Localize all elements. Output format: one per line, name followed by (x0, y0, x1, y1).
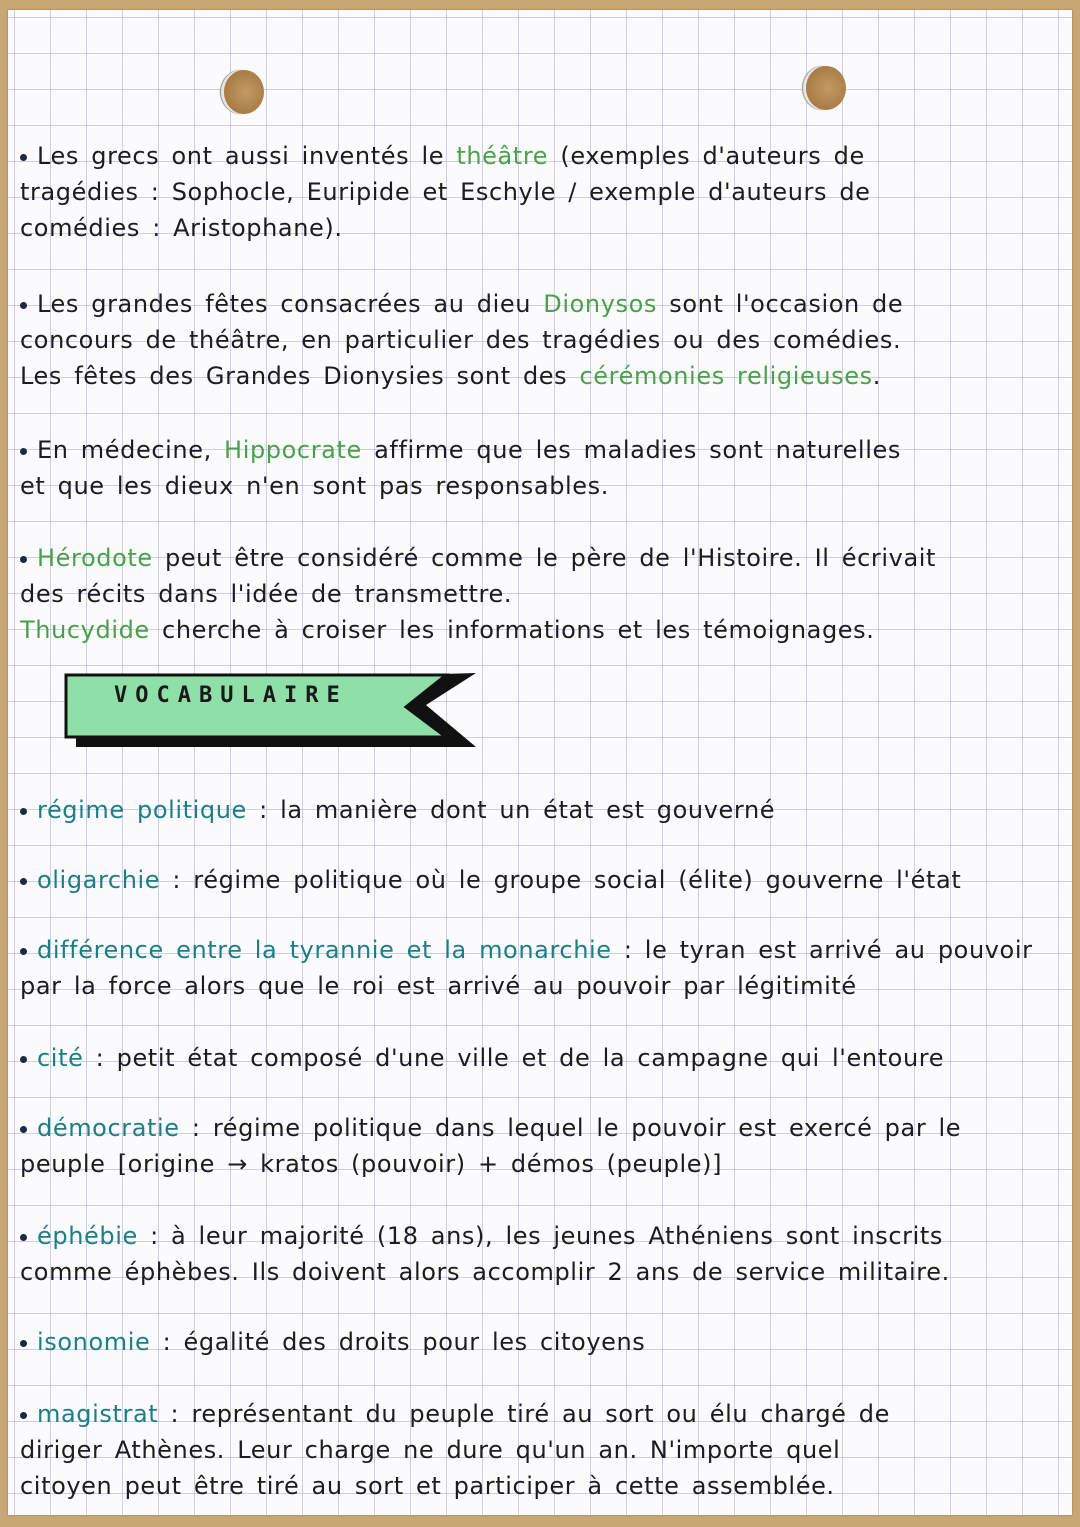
highlight-term: Thucydide (20, 616, 150, 644)
note-text: cherche à croiser les informations et les témoignages. (149, 616, 875, 644)
punch-hole-right (806, 66, 846, 110)
vocab-term: différence entre la tyrannie et la monarchie (37, 936, 612, 964)
bullet-icon (20, 1234, 27, 1241)
note-line: concours de théâtre, en particulier des tragédies ou des comédies. (20, 326, 902, 354)
note-text: sont l'occasion de (657, 290, 904, 318)
note-line: tragédies : Sophocle, Euripide et Eschyle / exemple d'auteurs de (20, 178, 871, 206)
bullet-icon (20, 154, 27, 161)
vocab-term: oligarchie (37, 866, 161, 894)
vocab-ephebie (20, 1218, 1060, 1290)
vocab-term: magistrat (37, 1400, 159, 1428)
note-line: comme éphèbes. Ils doivent alors accomplir 2 ans de service militaire. (20, 1258, 950, 1286)
vocabulary-banner (56, 665, 476, 755)
notebook-page (8, 10, 1072, 1515)
note-line (20, 138, 1060, 174)
vocab-definition: représentant du peuple tiré au sort ou élu chargé de (191, 1400, 890, 1428)
note-text: (exemples d'auteurs de (548, 142, 865, 170)
note-line: des récits dans l'idée de transmettre. (20, 580, 513, 608)
bullet-icon (20, 448, 27, 455)
vocab-oligarchie (20, 862, 1060, 898)
note-text: Les grecs ont aussi inventés le (37, 142, 457, 170)
bullet-icon (20, 302, 27, 309)
vocab-tyrannie-monarchie (20, 932, 1060, 1004)
note-text: En médecine, (37, 436, 225, 464)
ribbon-icon (56, 665, 476, 755)
note-line: oligarchie : régime politique où le groupe social (élite) gouverne l'état (20, 862, 1060, 898)
note-text: Les grandes fêtes consacrées au dieu (37, 290, 544, 318)
bullet-icon (20, 1340, 27, 1347)
note-historians (20, 540, 1060, 648)
note-line: isonomie : égalité des droits pour les citoyens (20, 1324, 1060, 1360)
note-line: comédies : Aristophane). (20, 214, 343, 242)
note-line: diriger Athènes. Leur charge ne dure qu'un an. N'importe quel (20, 1436, 841, 1464)
note-line: peuple [origine → kratos (pouvoir) + démos (peuple)] (20, 1150, 723, 1178)
bullet-icon (20, 878, 27, 885)
note-hippocrate (20, 432, 1060, 504)
note-line: et que les dieux n'en sont pas responsables. (20, 472, 609, 500)
bullet-icon (20, 1056, 27, 1063)
vocab-democratie (20, 1110, 1060, 1182)
note-line: différence entre la tyrannie et la monarchie : le tyran est arrivé au pouvoir (20, 932, 1060, 968)
highlight-term: théâtre (456, 142, 549, 170)
vocab-magistrat (20, 1396, 1060, 1504)
note-dionysos (20, 286, 1060, 394)
note-line: par la force alors que le roi est arrivé au pouvoir par légitimité (20, 972, 857, 1000)
vocab-definition: la manière dont un état est gouverné (280, 796, 776, 824)
bullet-icon (20, 556, 27, 563)
note-theatre (20, 138, 1060, 246)
note-line (20, 540, 1060, 576)
vocab-term: régime politique (37, 796, 247, 824)
note-text: peut être considéré comme le père de l'Histoire. Il écrivait (152, 544, 937, 572)
note-line (20, 612, 1060, 648)
vocab-term: cité (37, 1044, 84, 1072)
note-line: démocratie : régime politique dans lequel le pouvoir est exercé par le (20, 1110, 1060, 1146)
note-line: éphébie : à leur majorité (18 ans), les jeunes Athéniens sont inscrits (20, 1218, 1060, 1254)
note-text: . (872, 362, 881, 390)
vocab-term: isonomie (37, 1328, 151, 1356)
note-line: cité : petit état composé d'une ville et de la campagne qui l'entoure (20, 1040, 1060, 1076)
vocab-isonomie (20, 1324, 1060, 1360)
bullet-icon (20, 1412, 27, 1419)
vocab-term: démocratie (37, 1114, 180, 1142)
highlight-term: Hérodote (37, 544, 153, 572)
vocab-regime-politique (20, 792, 1060, 828)
vocab-definition: égalité des droits pour les citoyens (183, 1328, 646, 1356)
vocab-definition: régime politique dans lequel le pouvoir est exercé par le (212, 1114, 962, 1142)
punch-hole-left (224, 70, 264, 114)
note-line (20, 286, 1060, 322)
vocab-definition: à leur majorité (18 ans), les jeunes Athéniens sont inscrits (171, 1222, 943, 1250)
vocab-term: éphébie (37, 1222, 138, 1250)
note-line (20, 432, 1060, 468)
vocab-definition: petit état composé d'une ville et de la campagne qui l'entoure (116, 1044, 945, 1072)
highlight-term: Hippocrate (224, 436, 362, 464)
highlight-term: Dionysos (543, 290, 658, 318)
note-line (20, 358, 1060, 394)
highlight-term: cérémonies religieuses (579, 362, 873, 390)
bullet-icon (20, 948, 27, 955)
note-line: citoyen peut être tiré au sort et participer à cette assemblée. (20, 1472, 835, 1500)
note-text: Les fêtes des Grandes Dionysies sont des (20, 362, 580, 390)
vocab-definition: le tyran est arrivé au pouvoir (644, 936, 1033, 964)
note-line: régime politique : la manière dont un état est gouverné (20, 792, 1060, 828)
bullet-icon (20, 1126, 27, 1133)
bullet-icon (20, 808, 27, 815)
note-text: affirme que les maladies sont naturelles (361, 436, 901, 464)
vocab-cite (20, 1040, 1060, 1076)
note-line: magistrat : représentant du peuple tiré au sort ou élu chargé de (20, 1396, 1060, 1432)
vocab-definition: régime politique où le groupe social (élite) gouverne l'état (193, 866, 962, 894)
banner-title: VOCABULAIRE (114, 683, 348, 708)
